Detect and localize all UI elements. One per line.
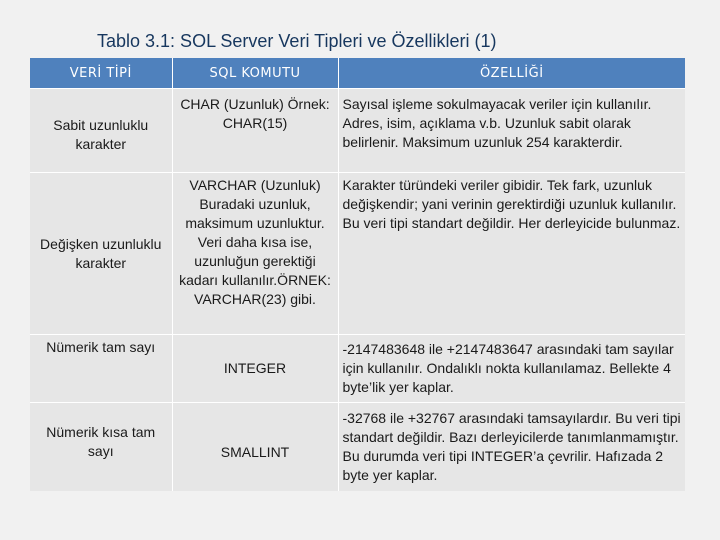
header-data-type: VERİ TİPİ xyxy=(30,58,172,89)
header-property: ÖZELLİĞİ xyxy=(338,58,685,89)
row-property-cell: Sayısal işleme sokulmayacak veriler için kullanılır. Adres, isim, açıklama v.b. Uzunluk sabit olarak belirlenir. Maksimum uzunluk 254 karakterdir. xyxy=(338,89,685,173)
row-type-cell: Nümerik kısa tam sayı xyxy=(30,403,172,491)
header-sql-command: SQL KOMUTU xyxy=(172,58,338,89)
row-property-cell: -32768 ile +32767 arasındaki tamsayılardır. Bu veri tipi standart değildir. Bazı derleyicilerde tanımlanmamıştır. Bu durumda veri tipi INTEGER’a çevrilir. Hafızada 2 byte yer kaplar. xyxy=(338,403,685,491)
row-command-cell: CHAR (Uzunluk) Örnek: CHAR(15) xyxy=(172,89,338,173)
row-command-cell: INTEGER xyxy=(172,335,338,403)
row-command-cell: SMALLINT xyxy=(172,403,338,491)
table-row xyxy=(30,403,685,491)
data-types-table xyxy=(30,58,685,491)
table-row xyxy=(30,89,685,173)
row-property-cell: Karakter türündeki veriler gibidir. Tek fark, uzunluk değişkendir; yani verinin gerektirdiği uzunluk kullanılır. Bu veri tipi standart değildir. Her derleyicide bulunmaz. xyxy=(338,173,685,335)
row-type-cell: Sabit uzunluklu karakter xyxy=(30,89,172,173)
table-row xyxy=(30,173,685,335)
table-row xyxy=(30,335,685,403)
row-type-cell: Nümerik tam sayı xyxy=(30,335,172,403)
page-title: Tablo 3.1: SOL Server Veri Tipleri ve Özellikleri (1) xyxy=(97,31,497,51)
row-type-cell: Değişken uzunluklu karakter xyxy=(30,173,172,335)
table-header-row xyxy=(30,58,685,89)
row-property-cell: -2147483648 ile +2147483647 arasındaki tam sayılar için kullanılır. Ondalıklı nokta kullanılamaz. Bellekte 4 byte’lik yer kaplar. xyxy=(338,335,685,403)
row-command-cell: VARCHAR (Uzunluk) Buradaki uzunluk, maksimum uzunluktur. Veri daha kısa ise, uzunluğun gerektiği kadarı kullanılır.ÖRNEK: VARCHAR(23) gibi. xyxy=(172,173,338,335)
